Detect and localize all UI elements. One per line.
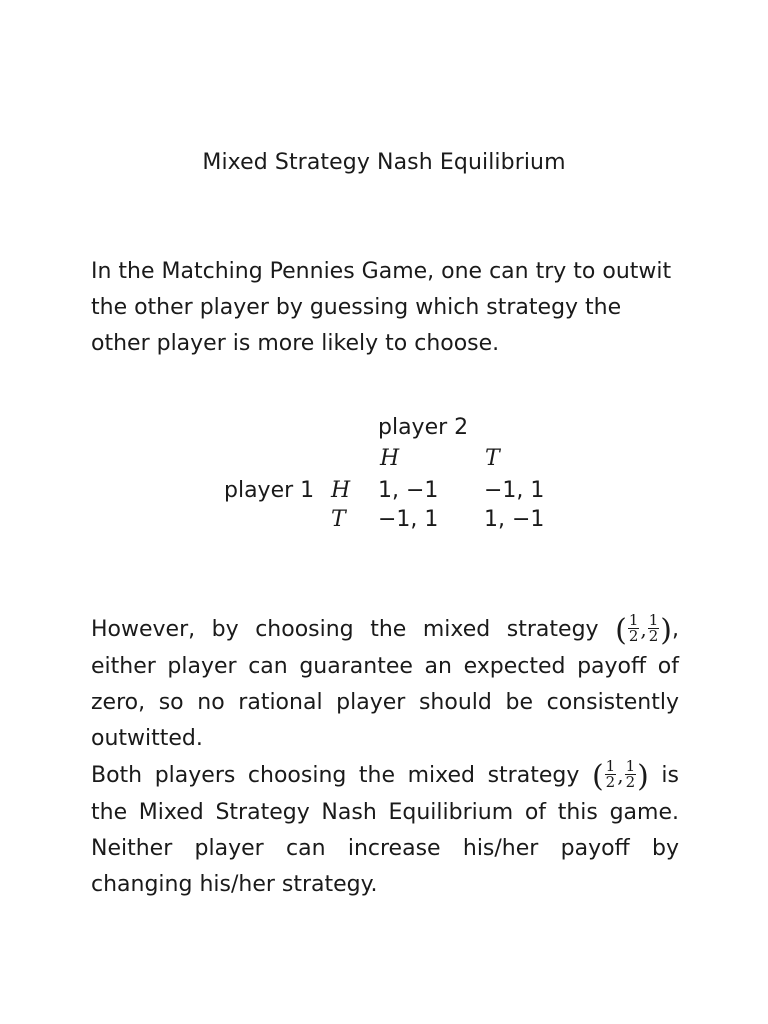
page-title: Mixed Strategy Nash Equilibrium: [202, 150, 566, 175]
mixed-strategy-expression-2: ( $\frac{1}{2}$ , $\frac{1}{2}$ ): [591, 756, 649, 794]
column-player-label: player 2: [378, 415, 469, 440]
row-player-label: player 1: [224, 478, 315, 503]
mixed-strategy-expression: ( $\frac{1}{2}$ , $\frac{1}{2}$ ): [615, 610, 673, 648]
paragraph-however-rest: , either player can guarantee an expected payoff of zero, so no rational player should be consistently outwitted.: [91, 617, 680, 751]
column-head-t: T: [485, 446, 500, 471]
payoff-h-h: 1, −1: [378, 478, 439, 503]
payoff-t-h: −1, 1: [378, 507, 439, 532]
row-head-h: H: [331, 478, 351, 503]
row-head-t: T: [331, 507, 346, 532]
intro-paragraph: In the Matching Pennies Game, one can try to outwit the other player by guessing which strategy the other player is more likely to choose.: [91, 259, 672, 356]
column-head-h: H: [380, 446, 400, 471]
payoff-h-t: −1, 1: [484, 478, 545, 503]
paragraph-both: [91, 757, 679, 903]
paragraph-both-lead: Both players choosing the mixed strategy: [91, 763, 580, 788]
paragraph-however-lead: However, by choosing the mixed strategy: [91, 617, 599, 642]
payoff-t-t: 1, −1: [484, 507, 545, 532]
paragraph-both-rest: is the Mixed Strategy Nash Equilibrium of this game. Neither player can increase his/her payoff by changing his/her strategy.: [91, 763, 680, 897]
paragraph-however: [91, 611, 679, 757]
